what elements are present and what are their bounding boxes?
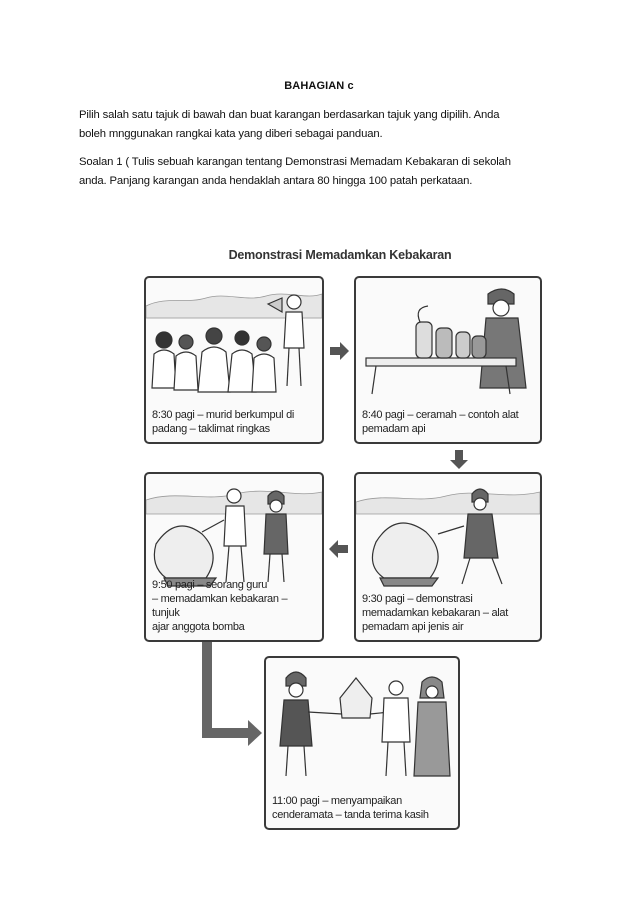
panel-souvenir-caption: [272, 794, 452, 822]
talk-scene-illustration: [356, 278, 540, 398]
question-paragraph: [79, 153, 549, 191]
caption-line: pemadam api: [362, 423, 426, 435]
arrow-down-icon: [448, 448, 470, 470]
arrow-turn-right-icon: [196, 642, 264, 748]
instructions-line-2: boleh mnggunakan rangkai kata yang diberi sebagai panduan.: [79, 128, 383, 140]
caption-line: padang – taklimat ringkas: [152, 423, 270, 435]
question-line-2: anda. Panjang karangan anda hendaklah antara 80 hingga 100 patah perkataan.: [79, 175, 473, 187]
teacher-demo-illustration: [146, 474, 322, 594]
arrow-left-icon: [328, 538, 350, 560]
caption-line: – memadamkan kebakaran – tunjuk: [152, 593, 288, 619]
instructions-line-1: Pilih salah satu tajuk di bawah dan buat karangan berdasarkan tajuk yang dipilih. Anda: [79, 109, 500, 121]
figure-title: Demonstrasi Memadamkan Kebakaran: [228, 248, 452, 262]
question-line-1: Soalan 1 ( Tulis sebuah karangan tentang Demonstrasi Memadam Kebakaran di sekolah: [79, 156, 511, 168]
panel-fire-demo-caption: [362, 592, 534, 634]
panel-teacher-demo-caption: [152, 578, 316, 634]
panel-assembly: [144, 276, 324, 444]
panel-teacher-demo: [144, 472, 324, 642]
arrow-right-icon: [328, 340, 350, 362]
panel-fire-demo: [354, 472, 542, 642]
panel-souvenir: [264, 656, 460, 830]
caption-line: 9:50 pagi – seorang guru: [152, 579, 268, 591]
souvenir-illustration: [266, 658, 458, 782]
caption-line: 11:00 pagi – menyampaikan: [272, 795, 402, 807]
panel-talk: [354, 276, 542, 444]
assembly-scene-illustration: [146, 278, 322, 398]
fire-demo-illustration: [356, 474, 540, 594]
instructions-paragraph: [79, 106, 549, 144]
panel-talk-caption: [362, 408, 534, 436]
caption-line: ajar anggota bomba: [152, 621, 245, 633]
caption-line: pemadam api jenis air: [362, 621, 464, 633]
caption-line: 9:30 pagi – demonstrasi: [362, 593, 473, 605]
caption-line: memadamkan kebakaran – alat: [362, 607, 508, 619]
caption-line: 8:40 pagi – ceramah – contoh alat: [362, 409, 519, 421]
caption-line: 8:30 pagi – murid berkumpul di: [152, 409, 295, 421]
illustration-figure: [130, 236, 550, 850]
panel-assembly-caption: [152, 408, 316, 436]
page-heading: BAHAGIAN c: [284, 80, 354, 92]
caption-line: cenderamata – tanda terima kasih: [272, 809, 429, 821]
